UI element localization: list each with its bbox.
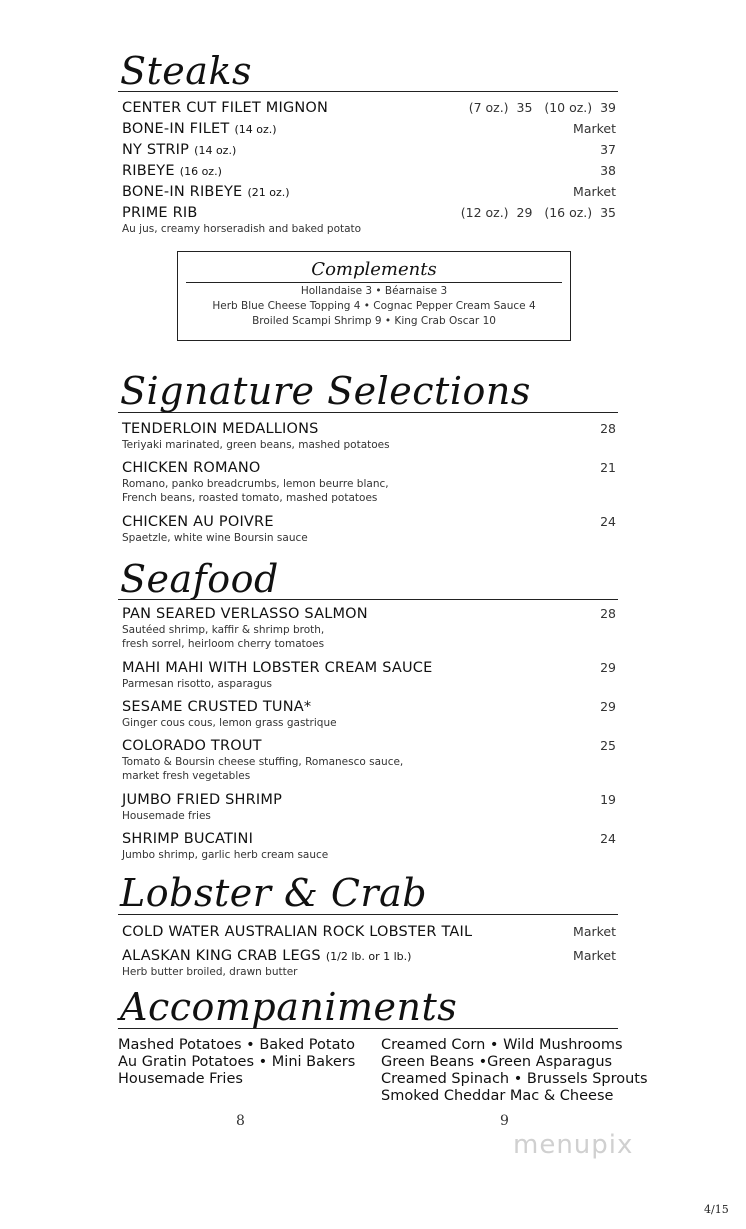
- accompaniment-line: Mashed Potatoes • Baked Potato: [118, 1037, 356, 1053]
- complements-line: Herb Blue Cheese Topping 4 • Cognac Pepper Cream Sauce 4: [212, 300, 536, 312]
- menu-item: [122, 738, 616, 783]
- menu-item: [122, 421, 616, 452]
- item-price: Market: [573, 924, 616, 939]
- item-name: PAN SEARED VERLASSO SALMON: [122, 606, 368, 622]
- menu-item: [122, 118, 616, 137]
- item-name: CENTER CUT FILET MIGNON: [122, 100, 329, 116]
- item-price: 25: [600, 738, 616, 753]
- menu-item: [122, 160, 616, 179]
- item-name: NY STRIP: [122, 142, 190, 158]
- menu-item: [122, 139, 616, 158]
- item-description: Tomato & Boursin cheese stuffing, Romanesco sauce, market fresh vegetables: [122, 756, 404, 782]
- steaks-rule: [118, 91, 618, 92]
- item-name: CHICKEN AU POIVRE: [122, 514, 274, 530]
- menu-item: [122, 699, 616, 730]
- item-description: Housemade fries: [122, 810, 211, 822]
- item-price: Market: [573, 184, 616, 199]
- item-price: 29: [600, 699, 616, 714]
- page-counter: 4/15: [704, 1203, 729, 1216]
- item-name: SHRIMP BUCATINI: [122, 831, 254, 847]
- complements-box: [177, 251, 571, 341]
- accompaniment-line: Smoked Cheddar Mac & Cheese: [381, 1088, 614, 1104]
- complements-rule: [186, 282, 562, 283]
- item-description: Jumbo shrimp, garlic herb cream sauce: [122, 849, 329, 861]
- item-name: MAHI MAHI WITH LOBSTER CREAM SAUCE: [122, 660, 433, 676]
- accompaniment-line: Housemade Fries: [118, 1071, 243, 1087]
- item-description: Spaetzle, white wine Boursin sauce: [122, 532, 308, 544]
- item-name: ALASKAN KING CRAB LEGS: [122, 948, 321, 964]
- steaks-title: Steaks: [120, 49, 252, 93]
- menu-item: [122, 202, 616, 236]
- accompaniment-line: Green Beans •Green Asparagus: [381, 1054, 613, 1070]
- menu-item: [122, 606, 616, 651]
- menu-item: [122, 945, 616, 979]
- accompaniments-rule: [118, 1028, 618, 1029]
- item-name: JUMBO FRIED SHRIMP: [122, 792, 283, 808]
- item-description: Au jus, creamy horseradish and baked potato: [122, 223, 362, 235]
- item-price: Market: [573, 121, 616, 136]
- lobster-title: Lobster & Crab: [120, 871, 428, 915]
- menu-item: [122, 181, 616, 200]
- item-size: (14 oz.): [194, 144, 237, 157]
- item-description: Herb butter broiled, drawn butter: [122, 966, 298, 978]
- item-price: Market: [573, 948, 616, 963]
- item-name: TENDERLOIN MEDALLIONS: [122, 421, 319, 437]
- item-description: Ginger cous cous, lemon grass gastrique: [122, 717, 337, 729]
- seafood-rule: [118, 599, 618, 600]
- page-number-left: 8: [236, 1113, 245, 1129]
- item-price: 19: [600, 792, 616, 807]
- item-size: (16 oz.): [179, 165, 222, 178]
- accompaniment-line: Au Gratin Potatoes • Mini Bakers: [118, 1054, 356, 1070]
- accompaniment-line: Creamed Spinach • Brussels Sprouts: [381, 1071, 648, 1087]
- accompaniment-line: Creamed Corn • Wild Mushrooms: [381, 1037, 623, 1053]
- seafood-title: Seafood: [120, 557, 279, 601]
- item-description: Romano, panko breadcrumbs, lemon beurre blanc, French beans, roasted tomato, mashed potatoes: [122, 478, 389, 504]
- item-size: (14 oz.): [234, 123, 277, 136]
- item-description: Parmesan risotto, asparagus: [122, 678, 273, 690]
- complements-line: Hollandaise 3 • Béarnaise 3: [300, 285, 448, 297]
- accompaniments-left: [118, 1037, 355, 1088]
- item-price: 28: [600, 606, 616, 621]
- item-price: (12 oz.) 29 (16 oz.) 35: [460, 205, 616, 220]
- accompaniments-right: [381, 1037, 648, 1105]
- item-name: CHICKEN ROMANO: [122, 460, 261, 476]
- menu-item: [122, 514, 616, 545]
- item-name: BONE-IN RIBEYE: [122, 184, 243, 200]
- item-price: (7 oz.) 35 (10 oz.) 39: [468, 100, 616, 115]
- complements-title: Complements: [311, 259, 437, 280]
- menu-item: [122, 660, 616, 691]
- item-name: BONE-IN FILET: [122, 121, 230, 137]
- item-description: Sautéed shrimp, kaffir & shrimp broth, fresh sorrel, heirloom cherry tomatoes: [122, 624, 325, 650]
- item-description: Teriyaki marinated, green beans, mashed potatoes: [122, 439, 390, 451]
- page-number-right: 9: [500, 1113, 509, 1129]
- lobster-rule: [118, 914, 618, 915]
- menu-item: [122, 831, 616, 862]
- menu-item: [122, 460, 616, 505]
- menu-item: [122, 924, 616, 940]
- item-size: (1/2 lb. or 1 lb.): [325, 950, 412, 963]
- item-name: COLD WATER AUSTRALIAN ROCK LOBSTER TAIL: [122, 924, 473, 940]
- item-price: 21: [600, 460, 616, 475]
- item-size: (21 oz.): [247, 186, 290, 199]
- item-price: 28: [600, 421, 616, 436]
- item-price: 29: [600, 660, 616, 675]
- item-price: 37: [600, 142, 616, 157]
- menu-item: [122, 97, 616, 116]
- item-name: RIBEYE: [122, 163, 175, 179]
- item-name: PRIME RIB: [122, 205, 198, 221]
- menu-item: [122, 792, 616, 823]
- item-name: COLORADO TROUT: [122, 738, 262, 754]
- item-price: 24: [600, 831, 616, 846]
- watermark: menupix: [513, 1130, 634, 1160]
- complements-line: Broiled Scampi Shrimp 9 • King Crab Oscar 10: [252, 315, 496, 327]
- item-price: 24: [600, 514, 616, 529]
- accompaniments-title: Accompaniments: [120, 985, 458, 1029]
- signature-title: Signature Selections: [120, 369, 531, 413]
- item-price: 38: [600, 163, 616, 178]
- item-name: SESAME CRUSTED TUNA*: [122, 699, 312, 715]
- signature-rule: [118, 412, 618, 413]
